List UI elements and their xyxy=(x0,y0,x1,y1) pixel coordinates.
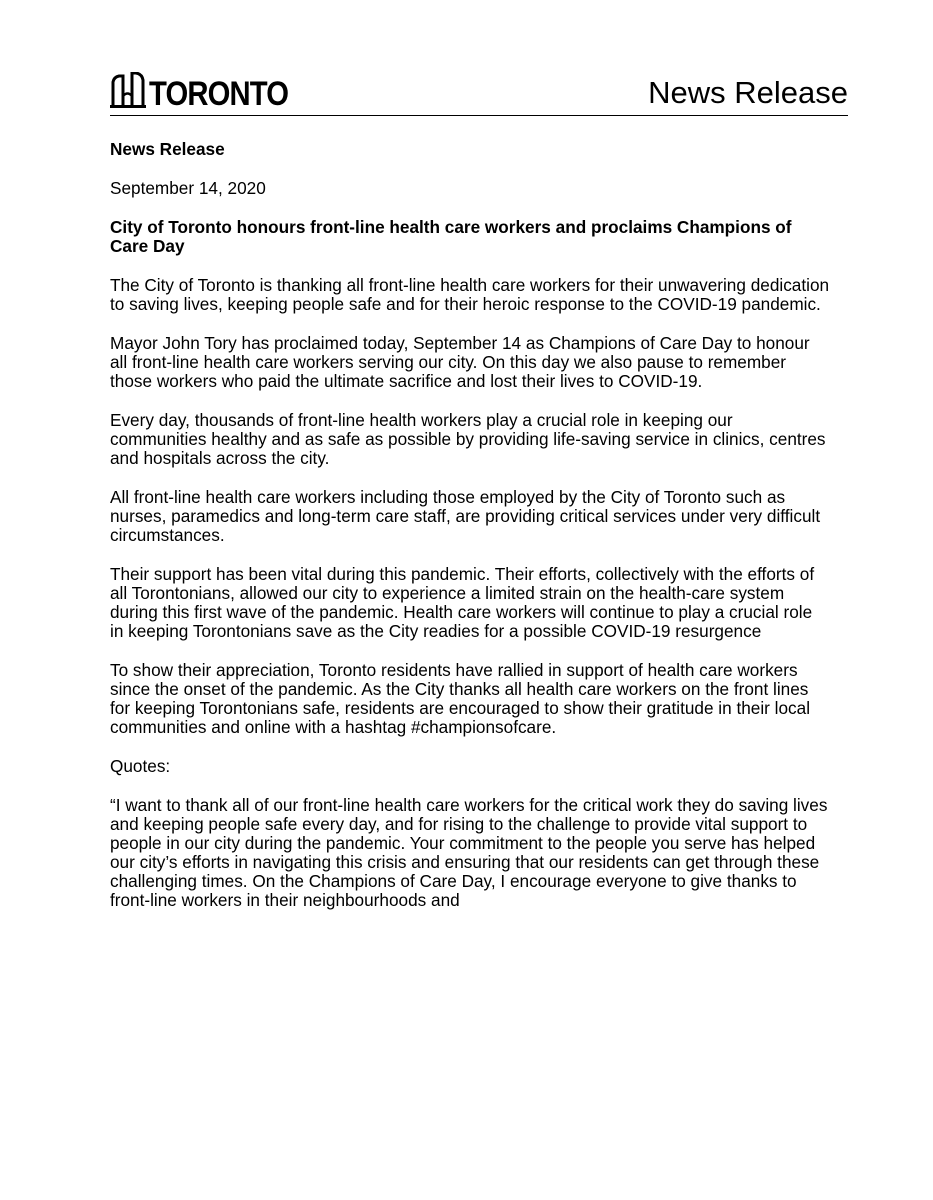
city-logo xyxy=(110,68,311,113)
release-title: News Release xyxy=(648,75,848,110)
headline: City of Toronto honours front-line health care workers and proclaims Champions of Care Day xyxy=(110,217,792,256)
letterhead xyxy=(110,62,848,116)
document-label: News Release xyxy=(110,139,225,159)
paragraph: Every day, thousands of front-line health workers play a crucial role in keeping our communities healthy and as safe as possible by providing life-saving service in clinics, centres and hospitals across the city. xyxy=(110,410,826,468)
paragraph: Mayor John Tory has proclaimed today, September 14 as Champions of Care Day to honour all front-line health care workers serving our city. On this day we also pause to remember those workers who paid the ultimate sacrifice and lost their lives to COVID-19. xyxy=(110,333,810,391)
paragraph: The City of Toronto is thanking all front-line health care workers for their unwavering dedication to saving lives, keeping people safe and for their heroic response to the COVID-19 pandemic. xyxy=(110,275,830,314)
city-hall-icon xyxy=(110,72,146,108)
release-date: September 14, 2020 xyxy=(110,178,266,198)
header-divider xyxy=(110,115,848,116)
paragraph: Their support has been vital during this pandemic. Their efforts, collectively with the efforts of all Torontonians, allowed our city to experience a limited strain on the health-care system during this first wave of the pandemic. Health care workers will continue to play a crucial role in keeping Torontonians save as the City readies for a possible COVID-19 resurgence xyxy=(110,564,815,641)
quote: “I want to thank all of our front-line health care workers for the critical work they do saving lives and keeping people safe every day, and for rising to the challenge to provide vital support to people in our city during the pandemic. Your commitment to the people you serve has helped our city’s efforts in navigating this crisis and ensuring that our residents can get through these challenging times. On the Champions of Care Day, I encourage everyone to give thanks to front-line workers in their neighbourhoods and xyxy=(110,795,828,910)
logo-wordmark: TORONTO xyxy=(149,75,289,113)
paragraph: To show their appreciation, Toronto residents have rallied in support of health care workers since the onset of the pandemic. As the City thanks all health care workers on the front lines for keeping Torontonians safe, residents are encouraged to show their gratitude in their local communities and online with a hashtag #championsofcare. xyxy=(110,660,811,737)
release-body xyxy=(110,140,830,930)
quotes-label: Quotes: xyxy=(110,756,171,776)
paragraph: All front-line health care workers including those employed by the City of Toronto such as nurses, paramedics and long-term care staff, are providing critical services under very difficult circumstances. xyxy=(110,487,821,545)
